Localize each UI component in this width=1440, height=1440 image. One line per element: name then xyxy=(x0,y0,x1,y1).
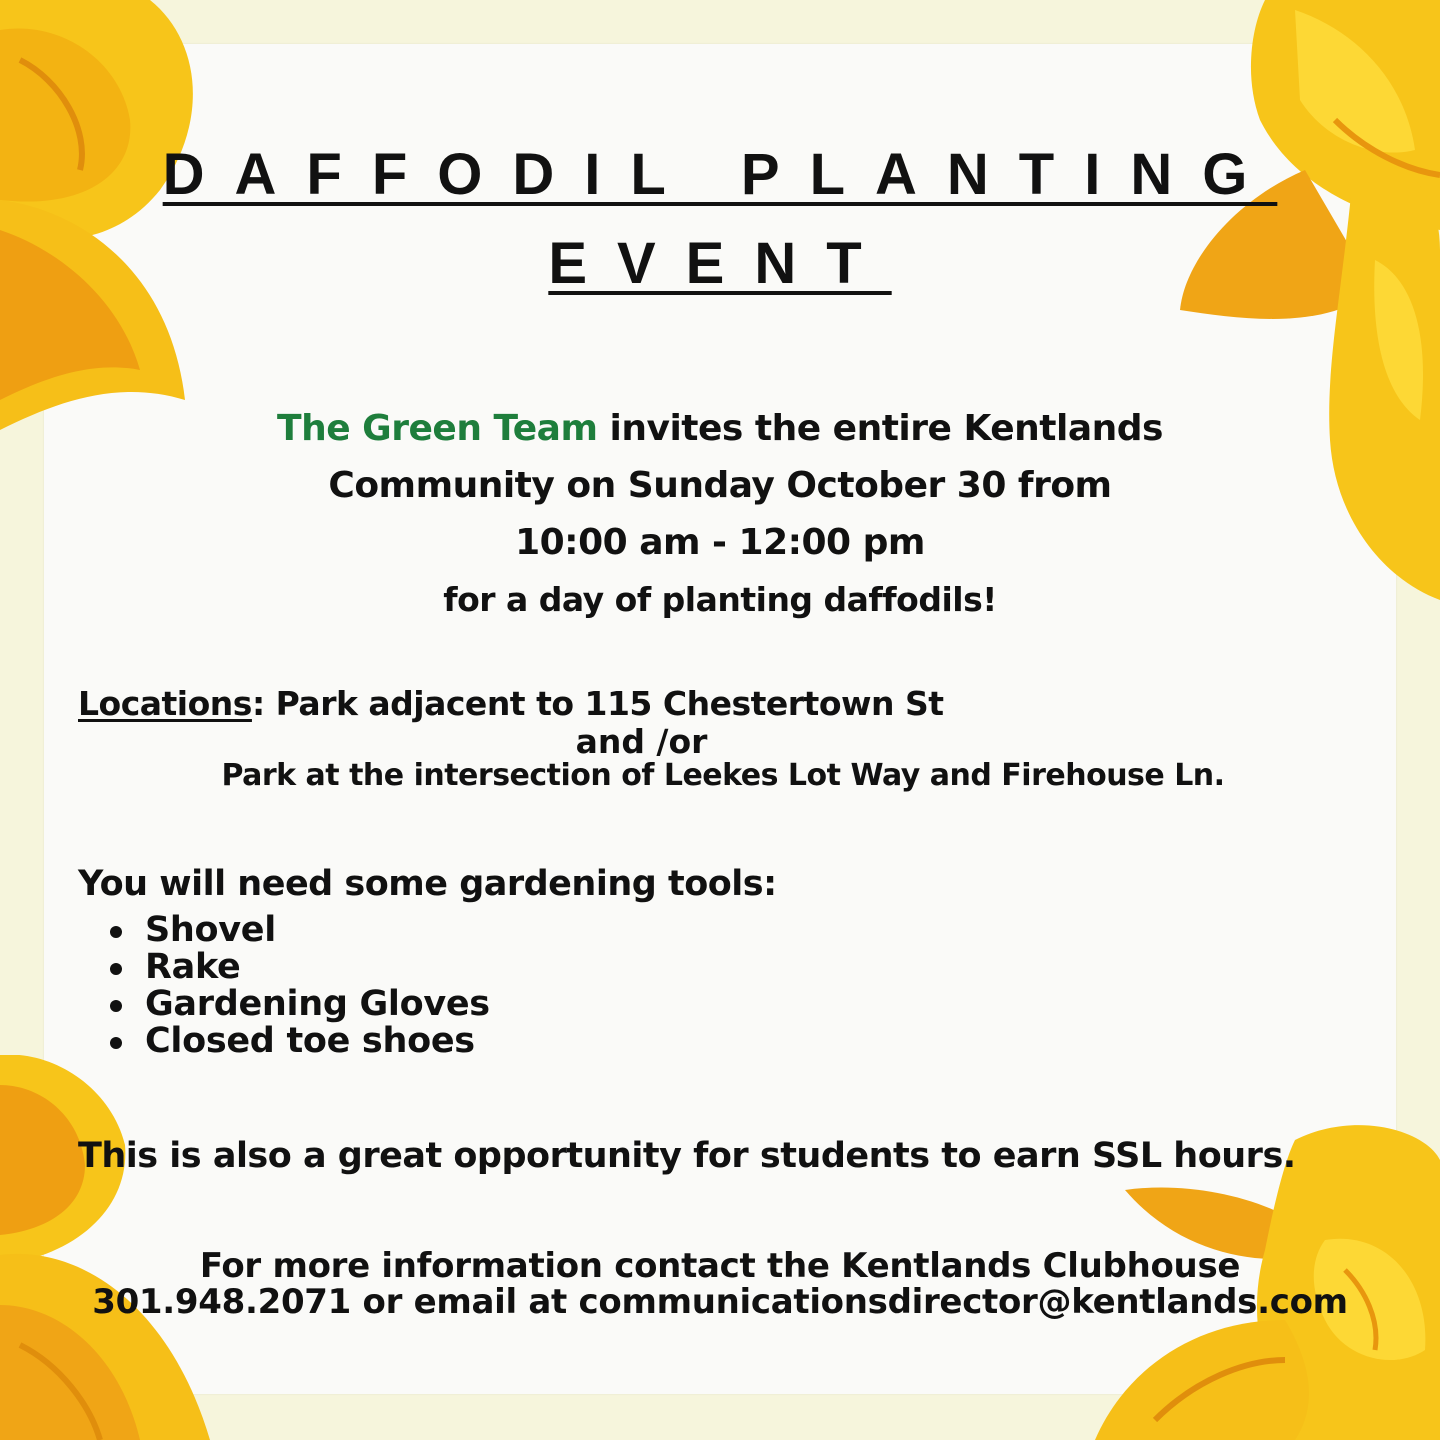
event-time: 10:00 am - 12:00 pm xyxy=(515,522,925,563)
bullet-icon xyxy=(110,1000,122,1012)
ssl-note: This is also a great opportunity for students to earn SSL hours. xyxy=(78,1136,1296,1176)
tools-list xyxy=(98,912,490,1060)
locations-line2: Park at the intersection of Leekes Lot Way and Firehouse Ln. xyxy=(221,758,1225,793)
bullet-icon xyxy=(110,926,122,938)
tools-heading: You will need some gardening tools: xyxy=(78,864,777,904)
bullet-icon xyxy=(110,963,122,975)
bullet-icon xyxy=(110,1037,122,1049)
invite-line1: The Green Team invites the entire Kentlands xyxy=(277,408,1163,449)
contact-line2: 301.948.2071 or email at communicationsdirector@kentlands.com xyxy=(92,1282,1348,1322)
invite-line4: for a day of planting daffodils! xyxy=(443,580,997,619)
event-title-line2: EVENT xyxy=(548,231,892,296)
locations-connector: and /or xyxy=(575,722,708,761)
locations-label: Locations xyxy=(78,684,252,723)
list-item: Shovel xyxy=(98,912,490,949)
locations-line1: Locations: Park adjacent to 115 Chestertown St xyxy=(78,684,944,723)
contact-line1: For more information contact the Kentlands Clubhouse xyxy=(199,1246,1241,1286)
event-title-line1: DAFFODIL PLANTING xyxy=(162,142,1278,207)
invite-line2: Community on Sunday October 30 from xyxy=(328,465,1112,506)
team-name: The Green Team xyxy=(277,408,598,449)
list-item: Closed toe shoes xyxy=(98,1023,490,1060)
list-item: Rake xyxy=(98,949,490,986)
list-item: Gardening Gloves xyxy=(98,986,490,1023)
